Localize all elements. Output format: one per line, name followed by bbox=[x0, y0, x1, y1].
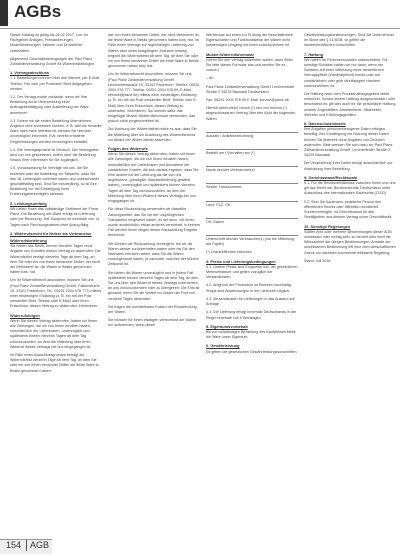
terms-column-2 bbox=[108, 33, 200, 533]
terms-paragraph: 1.4. Die Vertragssprache ist Deutsch. Der Vertragstext wird von uns gespeichert, sofern über die Bestellung hinaus Ihrer Interessen für Sie zugänglich. bbox=[10, 147, 99, 163]
terms-paragraph: Fax: 05251 2004 978 99 E-Mail: service@planz.de bbox=[206, 98, 289, 103]
form-line bbox=[206, 142, 298, 150]
terms-paragraph: Wir haften für Personenschäden unbeschränkt. Für sonstige Schäden haften wir nur dann, wenn der Schaden auf einer Verletzung einer wesentlichen Vertragspflicht (Kardinalpflicht) beruht oder auf vorsätzlichem oder grob fahrlässigem Handeln zurückzuführen ist. bbox=[304, 57, 388, 88]
terms-paragraph: Stand: Juli 2016 bbox=[304, 258, 331, 263]
header-accent-bar bbox=[0, 0, 8, 26]
form-field-label: Ort, Datum bbox=[206, 219, 225, 224]
terms-paragraph: Sie müssen für einen etwaigen Wertverlust der Waren nur aufkommen, wenn dieser bbox=[108, 318, 197, 328]
form-field-label: Unterschrift des/der Verbraucher(s) (nur bei Mitteilung auf Papier) bbox=[206, 237, 294, 247]
terms-paragraph: Sie tragen die unmittelbaren Kosten der Rücksendung der Waren. bbox=[108, 304, 197, 314]
section-heading: Folgen des Widerrufs bbox=[108, 146, 148, 152]
section-heading: 5. Eigentumsvorbehalt bbox=[206, 323, 248, 329]
terms-paragraph: 1.3. Sofern wir die ersten Bestellung übernehmen, Angebot nicht annehmen können, z. B. weil die bestellte Ware nicht mehr lieferbar ist, werden Sie hierüber unverzüglich informiert. Evtl. bereits erhaltene Gegenleistungen werden unverzüglich erstattet. bbox=[10, 118, 102, 144]
terms-paragraph: Wenn Sie diesen Vertrag widerrufen, haben wir Ihnen alle Zahlungen, die wir von Ihnen erhalten haben, einschließlich der Lieferkosten, unverzüglich und spätestens binnen vierzehn Tagen ab dem Tag zurückzuzahlen, an dem die Mitteilung über Ihren Widerruf dieses Vertrags bei uns eingegangen ist. bbox=[10, 318, 98, 349]
form-line bbox=[206, 194, 298, 202]
section-heading: Widerrufsfolgen bbox=[10, 312, 40, 318]
terms-paragraph: Wir können die Rückzahlung verweigern, bis wir die Waren wieder zurückerhalten haben oder bis Sie den Nachweis erbracht haben, dass Sie die Waren zurückgesandt haben, je nachdem, welches der frühere Zeitpunkt ist. bbox=[108, 241, 199, 267]
page-header bbox=[0, 0, 400, 26]
footer-label: AGB bbox=[30, 540, 50, 550]
terms-paragraph: Für diese Rückzahlung verwenden wir dasselbe Zahlungsmittel, das Sie bei der ursprünglichen Transaktion eingesetzt haben, es sei denn, mit Ihnen wurde ausdrücklich etwas anderes vereinbart; in keinem Fall werden Ihnen wegen dieser Rückzahlung Entgelte berechnet. bbox=[108, 207, 200, 238]
terms-paragraph: Wertverlust auf einen zur Prüfung der Beschaffenheit, Eigenschaften und Funktionsweise der Waren nicht notwendigen Umgang mit ihnen zurückzuführen ist. bbox=[206, 33, 294, 48]
terms-paragraph: Sie haben das Recht, binnen vierzehn Tagen ohne Angabe von Gründen diesen Vertrag zu widerrufen. Die Widerrufsfrist beträgt vierzehn Tage ab dem Tag, an dem Sie oder ein von Ihnen benannter Dritter, der nicht der Beförderer ist, die Waren in Besitz genommen haben bzw. hat. bbox=[10, 244, 101, 275]
terms-paragraph: 9.2. Sind Sie Kaufmann, juristische Person des öffentlichen Rechts oder öffentlich-rechtliches Sondervermögen, ist Gerichtsstand für alle Streitigkeiten aus diesem Vertrag unser Geschäftssitz. bbox=[304, 199, 393, 220]
section-heading: 7. Haftung bbox=[304, 51, 324, 57]
section-heading: 4. Preise und Lieferungsbedingungen bbox=[206, 258, 276, 264]
page-title: AGBs bbox=[14, 2, 62, 21]
footer-separator bbox=[26, 540, 27, 551]
terms-paragraph: Sie haben die Waren unverzüglich und in jedem Fall spätestens binnen vierzehn Tagen ab dem Tag, an dem Sie uns über den Widerruf dieses Vertrags unterrichten, an uns zurückzusenden oder zu übergeben. Die Frist ist gewahrt, wenn Sie die Waren vor Ablauf der Frist von vierzehn Tagen absenden. bbox=[108, 270, 200, 301]
form-line bbox=[206, 211, 298, 219]
section-heading: 1. Vertragsabschluss bbox=[10, 70, 49, 76]
terms-paragraph: 4.3. Versandkosten für Lieferungen in das Ausland auf Anfrage. bbox=[206, 296, 295, 307]
terms-columns bbox=[10, 33, 396, 533]
form-field-label: Auszahl / Artikelbezeichnung bbox=[206, 133, 254, 138]
terms-paragraph: Hiermit widerrufe(n) ich/wir (*) den von mir/uns (*) abgeschlossenen Vertrag über den Kauf der folgenden Waren bbox=[206, 106, 296, 121]
page-footer bbox=[0, 537, 400, 556]
terms-paragraph: 9.1. Für die Rechtsverhältnisse zwischen Ihnen und uns gilt das Recht der Bundesrepublik Deutschland unter Ausschluss des internationalen Kaufrechts (CISG). bbox=[304, 181, 396, 196]
terms-column-3 bbox=[206, 33, 298, 533]
terms-paragraph: Gewährleistungsbestimmungen. Sind Sie Unternehmer im Sinne des § 14 BGB, so gelten die handelsrechtlichen Vorschriften. bbox=[304, 33, 394, 48]
terms-paragraph: 4.4. Die Lieferung erfolgt innerhalb Deutschlands in der Regel innerhalb von 5 Werktagen. bbox=[206, 310, 297, 320]
section-heading: 8. Datenschutzhinweis bbox=[304, 121, 346, 127]
form-field-label: Straße, Hausnummer bbox=[206, 185, 242, 190]
section-heading: 10. Sonstige Regelungen bbox=[304, 223, 351, 229]
terms-paragraph: 4.2. Aufgrund der Produktion im Rahmen nachhaltig-Shops sind Abweichungen in der Lieferzeit möglich. bbox=[206, 283, 292, 293]
form-line bbox=[206, 159, 298, 167]
section-heading: 9. Gerichtsstand/Rechtswahl bbox=[304, 174, 358, 180]
form-field-label: Bestellt am (*)/erhalten am (*) bbox=[206, 151, 255, 156]
terms-paragraph: 1.5. Voraussetzung für Verträge mit uns, die Sie bestellen oder die Bestellung zur Tatsache, dass Sie das 18. Lebensjahr vollendet haben und unbeschränkt geschäftsfähig sind. Sind Sie minderjährig, so ist Ihre Bestellung nur mit Einwilligung Ihres Erziehungsberechtigten wirksam. bbox=[10, 166, 99, 197]
terms-paragraph: Allgemeine Geschäftsbedingungen der Paul Planz Zollsiedlerverwaltung GmbH für Warenbestellungen. bbox=[10, 56, 96, 67]
terms-paragraph: Um Ihr Widerrufsrecht auszuüben, müssen Sie uns (Paul Planz Zollsiedlerverwaltung GmbH, Falkenstraße 19, 33102 Paderborn, Tel.: 05251 2004 978 777) mittels einer eindeutigen Erklärung (z. B. ein mit der Post versandter Brief, Telefax oder E-Mail) über Ihren Entschluss, diesen Vertrag zu widerrufen, informieren. bbox=[10, 278, 102, 309]
terms-paragraph: Paul Planz Zollsiedlerverwaltung GmbH Lerchenfelder Straße 2 34225 Baunatal Deutschland bbox=[206, 84, 295, 94]
section-heading: Widerrufsbelehrung bbox=[10, 237, 47, 243]
terms-paragraph: Im Falle eines Ausschlussgrundes beträgt die Widerrufsfrist vierzehn Tage ab dem Tag, an dem Sie oder ein von Ihnen benannter Dritter die letzte Ware in Besitz genommen haben. bbox=[10, 352, 99, 373]
section-heading: 3. Widerrufsrecht für Nutzer als Verbraucher bbox=[10, 230, 92, 236]
terms-paragraph: Die Haftung nach dem Produkthaftungsgesetz bleibt unberührt. Soweit unsere Haftung ausgeschlossen oder beschränkt ist, gilt dies auch für die persönliche Haftung unserer Angestellten, Arbeitnehmer, Mitarbeiter, Vertreter und Erfüllungsgehilfen. bbox=[304, 92, 396, 117]
form-line bbox=[206, 228, 298, 236]
terms-paragraph: Dieser Katalog ist gültig bis 28.02.2017. Los: Im Fachgebiet Anlagen, Preisänderungen, Modelländerungen, Irrtümer und Druckfehler vorbehalten. bbox=[10, 33, 89, 53]
terms-paragraph: 4.1. Unsere Preise sind Endpreise inkl. der gesetzlichen Mehrwertsteuer und gelten zuzüglich der Versandkosten. bbox=[206, 264, 298, 280]
form-field-label: Land, PLZ, Ort bbox=[206, 202, 231, 207]
terms-paragraph: 1.2. Der Vertrag wurde zustande, wenn wir Ihre Bestellung durch Übersendung einer Auftragsbestätigung oder Auslieferung der Ware annehmen. bbox=[10, 95, 89, 115]
form-line bbox=[206, 176, 298, 184]
terms-paragraph: Ihre Angaben personenbezogener Daten erfolgen freiwillig. Ihre Einwilligung zur Nutzung dieser Daten können Sie jederzeit ohne Angaben von Gründen widerrufen. Bitte wenden Sie sich dazu an: Paul Planz Zollsiedlerverwaltung GmbH, Lerchenfelder Straße 2, 34225 Baunatal. bbox=[304, 127, 393, 158]
terms-paragraph: 1.1. Bestellungen können über alle Internet, per E-Mail, Telefon, Fax oder per Postkarte/ Brief aufgegeben werden. bbox=[10, 76, 101, 91]
terms-paragraph: Die Verarbeitung Ihrer Daten erfolgt ausschließlich zur Abwicklung Ihrer Bestellung. bbox=[304, 161, 393, 171]
terms-paragraph: (*) Unzutreffendes streichen. bbox=[206, 250, 253, 255]
terms-paragraph: (Wenn Sie den Vertrag widerrufen wollen, dann füllen Sie bitte dieses Formular aus und senden Sie es zurück.) bbox=[206, 57, 294, 73]
terms-paragraph: Um Ihr Widerrufsrecht auszuüben, müssen Sie uns (Paul Planz Zollsiedlerverwaltung GmbH, Lerchenfeldstraße 19, 33102 Paderborn, Telefon: 05251 2004 978 777, Telefax: 05251 2004 978 99, E-Mail: service@planz.de) mittels einer eindeutigen Erklärung (z. B. ein mit der Post versandter Brief, Telefax oder E-Mail) über Ihren Entschluss, diesen Vertrag zu widerrufen, informieren. Sie können dafür das beigefügte Muster-Widerrufsformular verwenden, das jedoch nicht vorgeschrieben ist. bbox=[108, 72, 200, 124]
terms-paragraph: Wenn Sie diesen Vertrag widerrufen, haben wir Ihnen alle Zahlungen, die wir von Ihnen erhalten haben, einschließlich der Lieferkosten (mit Ausnahme der zusätzlichen Kosten, die sich daraus ergeben, dass Sie eine andere Art der Lieferung als die von uns angebotene, günstigste Standardlieferung gewählt haben), unverzüglich und spätestens binnen vierzehn Tagen ab dem Tag zurückzuzahlen, an dem die Mitteilung über Ihren Widerruf dieses Vertrags bei uns eingegangen ist. bbox=[108, 152, 199, 204]
terms-paragraph: Zur Wahrung der Widerrufsfrist reicht es aus, dass Sie die Mitteilung über die Ausübung des Widerrufsrechts vor Ablauf der Widerrufsfrist absenden. bbox=[108, 127, 197, 142]
section-heading: 6. Gewährleistung bbox=[206, 343, 240, 349]
terms-paragraph: wie von Ihnen benannter Dritter, der nicht Beförderer ist, die letzte Ware in Besitz genommen haben bzw. hat. Im Falle eines Vertrags zur regelmäßigen Lieferung von Waren über einen festgelegten Zeitraum hinweg, beginnt die Widerrufsfrist ab dem Tag, an dem Sie oder ein von Ihnen benannter Dritter die erste Ware in Besitz genommen haben bzw. hat. bbox=[108, 33, 200, 69]
section-heading: Muster-Widerrufsformular bbox=[206, 51, 254, 57]
terms-paragraph: Bis zur vollständigen Bezahlung des Kaufpreises bleibt die Ware unser Eigentum. bbox=[206, 329, 296, 340]
terms-paragraph: – An bbox=[206, 76, 214, 81]
section-heading: 2. Leistungsumfang bbox=[10, 200, 47, 206]
terms-column-1 bbox=[10, 33, 102, 533]
terms-paragraph: Wir bieten Ihnen das vollständige Sortiment der Firma Planz. Die Bezahlung der Ware erfolgt bei Lieferung oder per Rechnung. Der Kaufpreis ist innerhalb von 14 Tagen nach Rechnungsdatum ohne Abzug fällig. bbox=[10, 206, 100, 227]
form-field-label: Name des/der Verbraucher(s) bbox=[206, 168, 255, 173]
form-line bbox=[206, 125, 298, 133]
terms-column-4 bbox=[304, 33, 396, 533]
header-divider bbox=[0, 28, 400, 29]
terms-paragraph: Sollten eine oder mehrere Bestimmungen dieser AGB unwirksam oder nichtig sein, so berührt dies nicht die Wirksamkeit der übrigen Bestimmungen. Anstelle der unwirksamen Bestimmung tritt eine dem wirtschaftlichen Zweck am nächsten kommende wirksame Regelung. bbox=[304, 229, 396, 255]
terms-paragraph: Es gelten die gesetzlichen Gewährleistungsvorschriften. bbox=[206, 349, 298, 354]
page-number: 154 bbox=[6, 540, 22, 550]
